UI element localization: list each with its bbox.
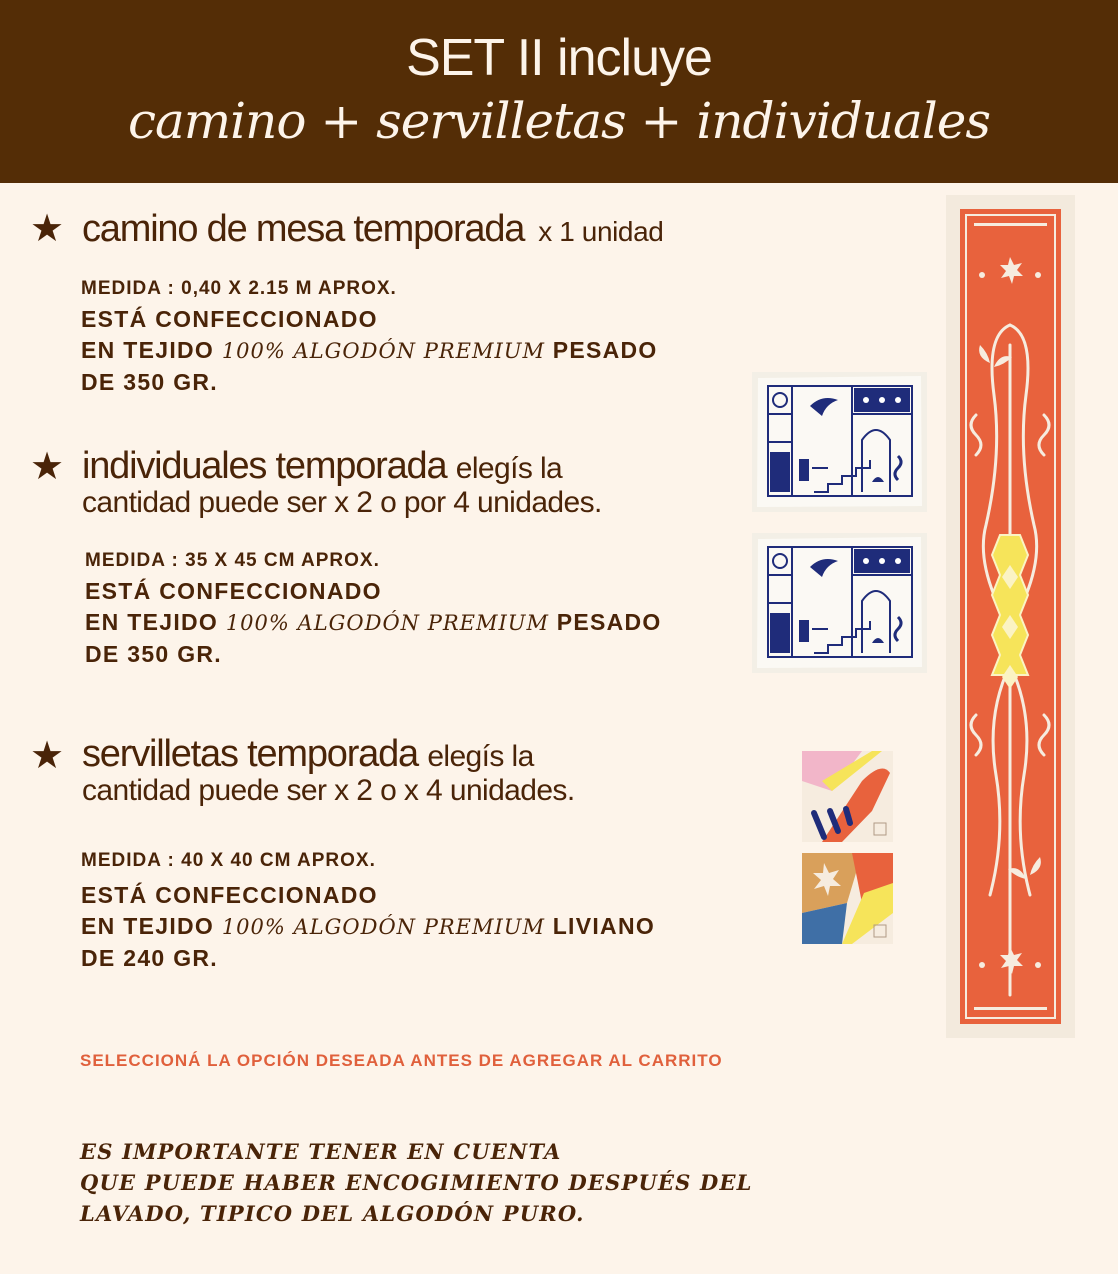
servilletas-title: servilletas temporada: [82, 733, 418, 775]
individuales-title-tail: elegís la: [455, 452, 563, 485]
individuales-title: individuales temporada: [82, 445, 447, 487]
placemat-image-2: [752, 533, 927, 673]
servilletas-measure: MEDIDA : 40 X 40 CM APROX.: [81, 850, 376, 871]
star-icon: ★: [30, 444, 65, 488]
servilletas-specs: [81, 845, 655, 974]
servilletas-line1: ESTÁ CONFECCIONADO: [81, 882, 378, 908]
page-subtitle: camino + servilletas + individuales: [127, 92, 991, 150]
napkin-image-2: [802, 853, 893, 944]
page-title: SET II incluye: [406, 29, 712, 87]
camino-line3: DE 350 GR.: [81, 369, 218, 395]
individuales-line3: DE 350 GR.: [85, 641, 222, 667]
napkin-image-1: [802, 751, 893, 842]
camino-quantity: x 1 unidad: [538, 216, 664, 247]
servilletas-line2: [81, 911, 655, 943]
individuales-material: 100% ALGODÓN PREMIUM: [225, 611, 549, 635]
camino-material: 100% ALGODÓN PREMIUM: [221, 339, 545, 363]
placemat-image-1: [752, 372, 927, 512]
camino-line2-pre: EN TEJIDO: [81, 337, 222, 363]
section-title-camino: [82, 208, 664, 250]
individuales-measure: MEDIDA : 35 X 45 CM APROX.: [85, 550, 380, 571]
servilletas-weight-type: LIVIANO: [545, 913, 656, 939]
warning-line3: LAVADO, TIPICO DEL ALGODÓN PURO.: [80, 1201, 585, 1226]
servilletas-title-line2: cantidad puede ser x 2 o x 4 unidades.: [82, 774, 575, 807]
camino-specs: [81, 273, 658, 398]
camino-title: camino de mesa temporada: [82, 208, 525, 250]
individuales-line1: ESTÁ CONFECCIONADO: [85, 578, 382, 604]
individuales-weight-type: PESADO: [549, 609, 662, 635]
camino-line1: ESTÁ CONFECCIONADO: [81, 306, 378, 332]
servilletas-title-tail: elegís la: [427, 740, 534, 773]
cart-note: SELECCIONÁ LA OPCIÓN DESEADA ANTES DE AGREGAR AL CARRITO: [80, 1051, 723, 1070]
table-runner-image: [946, 195, 1075, 1038]
section-title-servilletas: [82, 733, 575, 808]
servilletas-line3: DE 240 GR.: [81, 945, 218, 971]
individuales-title-line2: cantidad puede ser x 2 o por 4 unidades.: [82, 486, 602, 519]
camino-weight-type: PESADO: [545, 337, 658, 363]
star-icon: ★: [30, 733, 65, 777]
camino-measure: MEDIDA : 0,40 X 2.15 M APROX.: [81, 278, 397, 299]
warning-line1: ES IMPORTANTE TENER EN CUENTA: [80, 1139, 562, 1164]
warning-line2: QUE PUEDE HABER ENCOGIMIENTO DESPUÉS DEL: [80, 1170, 753, 1195]
servilletas-material: 100% ALGODÓN PREMIUM: [221, 915, 545, 939]
section-title-individuales: [82, 445, 602, 520]
camino-line2: [81, 335, 658, 367]
star-icon: ★: [30, 206, 65, 250]
individuales-line2-pre: EN TEJIDO: [85, 609, 226, 635]
servilletas-line2-pre: EN TEJIDO: [81, 913, 222, 939]
individuales-specs: [85, 545, 662, 670]
shrinkage-warning: [80, 1136, 753, 1229]
individuales-line2: [85, 607, 662, 639]
header-banner: [0, 0, 1118, 183]
